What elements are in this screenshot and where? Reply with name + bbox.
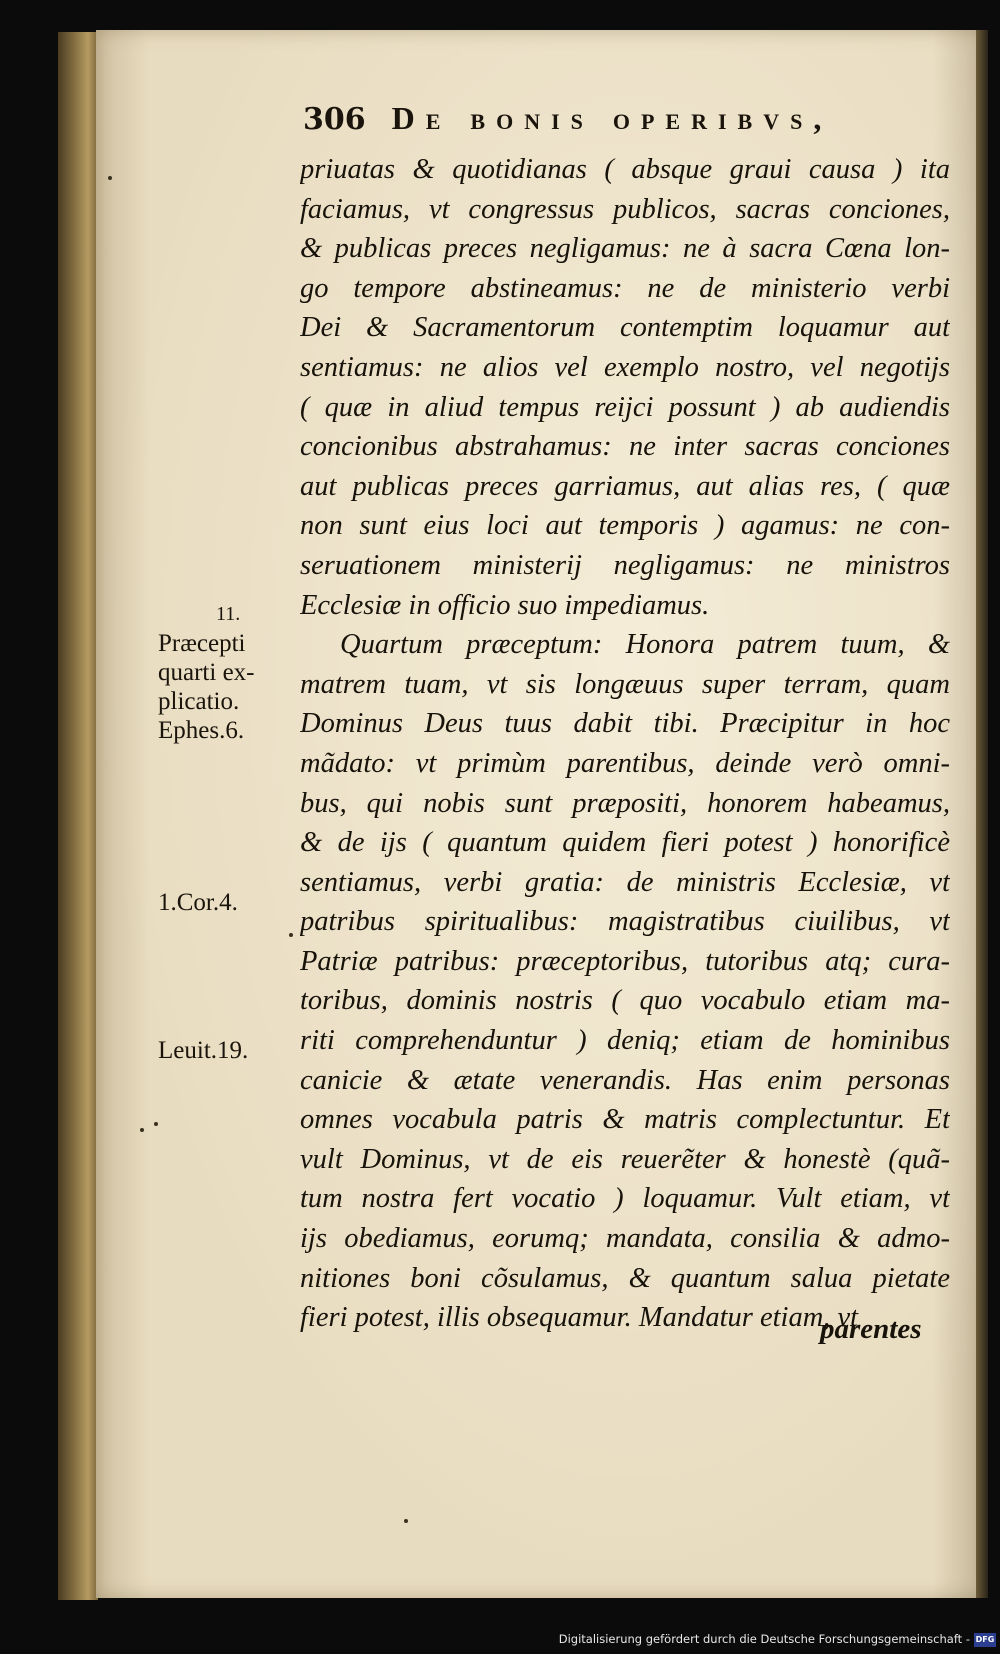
marginal-note-line: quarti ex-: [158, 659, 255, 686]
paper-speck: [108, 176, 112, 180]
text-line: toribus, dominis nostris ( quo vocabulo etiam ma-: [300, 985, 950, 1017]
text-line: ijs obediamus, eorumq; mandata, consilia & admo-: [300, 1223, 950, 1255]
paper-speck: [404, 1519, 408, 1523]
paper-speck: [154, 1122, 158, 1126]
text-line: Patriæ patribus: præceptoribus, tutoribus atq; cura-: [300, 945, 950, 977]
marginal-note: [158, 600, 254, 745]
text-line: & de ijs ( quantum quidem fieri potest ) honorificè: [300, 827, 950, 859]
running-head: [303, 100, 943, 150]
funding-notice: Digitalisierung gefördert durch die Deutsche Forschungsgemeinschaft -: [558, 1632, 970, 1646]
marginal-note-line: Præcepti: [158, 630, 246, 657]
text-line: omnes vocabula patris & matris complectuntur. Et: [300, 1104, 950, 1136]
page-number: 306: [303, 102, 366, 137]
marginal-note-number: 11.: [216, 603, 241, 625]
text-line: patribus spiritualibus: magistratibus ciuilibus, vt: [300, 906, 950, 938]
running-title: De bonis operibvs,: [391, 100, 833, 136]
text-line: non sunt eius loci aut temporis ) agamus: ne con-: [300, 510, 950, 542]
text-line: vult Dominus, vt de eis reuerẽter & honestè (quã-: [300, 1143, 950, 1175]
text-line: & publicas preces negligamus: ne à sacra Cœna lon-: [300, 233, 950, 265]
text-line: riti comprehenduntur ) deniq; etiam de hominibus: [300, 1025, 950, 1057]
text-line: sentiamus: ne alios vel exemplo nostro, vel negotijs: [300, 351, 950, 383]
book-spine: [58, 32, 98, 1600]
text-line: bus, qui nobis sunt præpositi, honorem habeamus,: [300, 787, 950, 819]
text-line: Dei & Sacramentorum contemptim loquamur aut: [300, 312, 950, 344]
text-line: canicie & ætate venerandis. Has enim personas: [300, 1064, 950, 1096]
text-line: sentiamus, verbi gratia: de ministris Ecclesiæ, vt: [300, 866, 950, 898]
paper-speck: [140, 1128, 144, 1132]
text-line: concionibus abstrahamus: ne inter sacras conciones: [300, 431, 950, 463]
text-line: priuatas & quotidianas ( absque graui causa ) ita: [300, 154, 950, 185]
text-line: go tempore abstineamus: ne de ministerio verbi: [300, 272, 950, 304]
text-line: fieri potest, illis obsequamur. Mandatur etiam, vt: [300, 1302, 859, 1334]
catchword: parentes: [820, 1313, 922, 1345]
body-text: [300, 150, 950, 1338]
marginal-ref-leuit: Leuit.19.: [158, 1037, 249, 1064]
text-line: nitiones boni cõsulamus, & quantum salua pietate: [300, 1262, 950, 1294]
paper-speck: [289, 933, 293, 937]
text-line: seruationem ministerij negligamus: ne ministros: [300, 549, 950, 581]
text-line: faciamus, vt congressus publicos, sacras conciones,: [300, 193, 950, 225]
text-line: aut publicas preces garriamus, aut alias res, ( quæ: [300, 470, 950, 502]
text-line: mãdato: vt primùm parentibus, deinde verò omni-: [300, 747, 950, 779]
page-edge: [976, 30, 988, 1598]
text-line: ( quæ in aliud tempus reijci possunt ) ab audiendis: [300, 391, 950, 423]
footer-bar: [0, 1630, 1000, 1654]
text-line: tum nostra fert vocatio ) loquamur. Vult etiam, vt: [300, 1183, 950, 1215]
text-line: Ecclesiæ in officio suo impediamus.: [300, 589, 710, 621]
dfg-logo: DFG: [974, 1633, 996, 1647]
marginal-note-line: plicatio.: [158, 688, 240, 715]
marginal-ref-ephes: Ephes.6.: [158, 717, 245, 744]
text-line: Quartum præceptum: Honora patrem tuum, &: [340, 629, 950, 661]
text-line: Dominus Deus tuus dabit tibi. Præcipitur in hoc: [300, 708, 950, 740]
marginal-ref-cor: 1.Cor.4.: [158, 889, 238, 916]
text-line: matrem tuam, vt sis longæuus super terram, quam: [300, 668, 950, 700]
